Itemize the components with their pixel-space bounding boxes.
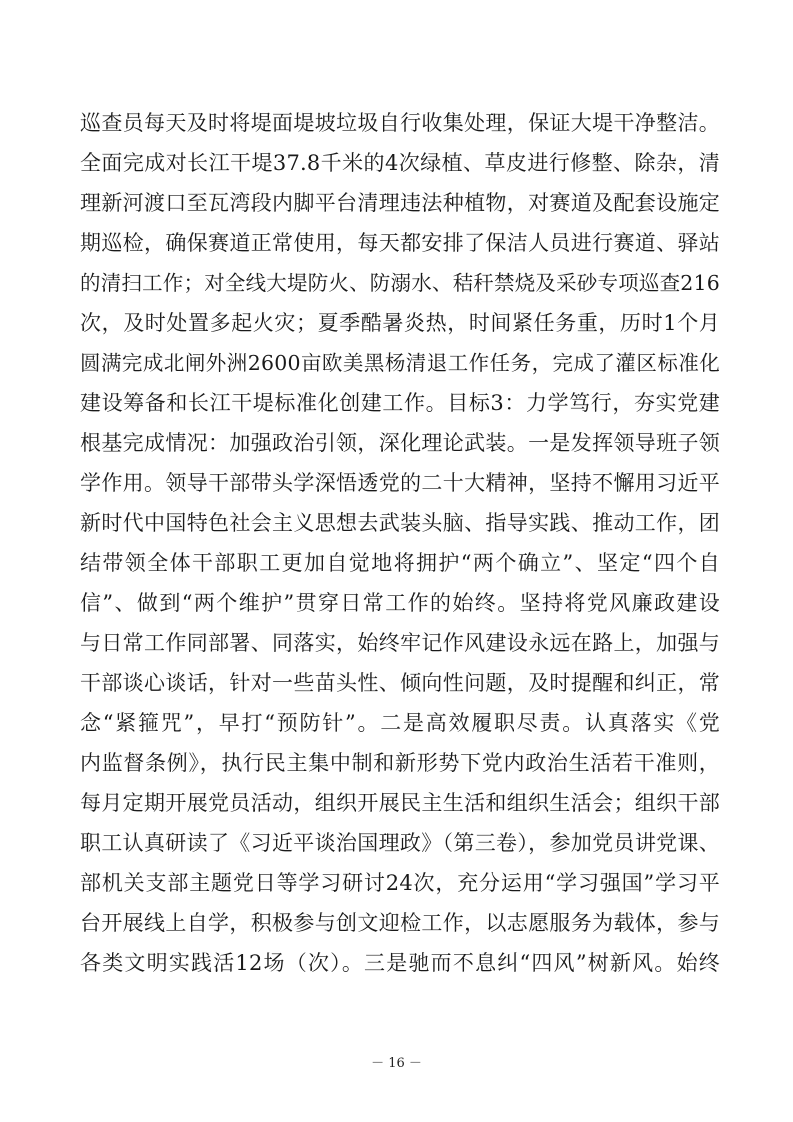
- body-text: [80, 103, 720, 983]
- page-number: － 16 －: [371, 1056, 422, 1071]
- text-line: 期巡检，确保赛道正常使用，每天都安排了保洁人员进行赛道、驿站: [80, 231, 720, 255]
- text-line: 学作用。领导干部带头学深悟透党的二十大精神，坚持不懈用习近平: [80, 471, 720, 495]
- text-line: 建设筹备和长江干堤标准化创建工作。目标3：力学笃行，夯实党建: [80, 391, 720, 415]
- text-line: 的清扫工作；对全线大堤防火、防溺水、秸秆禁烧及采砂专项巡查216: [80, 271, 721, 295]
- text-line: 与日常工作同部署、同落实，始终牢记作风建设永远在路上，加强与: [80, 631, 720, 655]
- text-line: 根基完成情况：加强政治引领，深化理论武装。一是发挥领导班子领: [80, 431, 720, 455]
- text-line: 结带领全体干部职工更加自觉地将拥护“两个确立”、坚定“四个自: [80, 551, 720, 575]
- text-line: 念“紧箍咒”，早打“预防针”。二是高效履职尽责。认真落实《党: [80, 711, 720, 735]
- text-line: 新时代中国特色社会主义思想去武装头脑、指导实践、推动工作，团: [80, 511, 720, 535]
- text-line: 部机关支部主题党日等学习研讨24次，充分运用“学习强国”学习平: [80, 871, 720, 895]
- text-line: 干部谈心谈话，针对一些苗头性、倾向性问题，及时提醒和纠正，常: [80, 671, 720, 695]
- text-line: 理新河渡口至瓦湾段内脚平台清理违法种植物，对赛道及配套设施定: [80, 191, 720, 215]
- text-line: 每月定期开展党员活动，组织开展民主生活和组织生活会；组织干部: [80, 791, 720, 815]
- text-line: 各类文明实践活12场（次）。三是驰而不息纠“四风”树新风。始终: [80, 951, 720, 975]
- text-line: 内监督条例》，执行民主集中制和新形势下党内政治生活若干准则，: [80, 751, 720, 775]
- text-line: 信”、做到“两个维护”贯穿日常工作的始终。坚持将党风廉政建设: [80, 591, 720, 615]
- text-line: 次，及时处置多起火灾；夏季酷暑炎热，时间紧任务重，历时1个月: [80, 311, 720, 335]
- text-line: 全面完成对长江干堤37.8千米的4次绿植、草皮进行修整、除杂，清: [80, 151, 720, 175]
- text-line: 圆满完成北闸外洲2600亩欧美黑杨清退工作任务，完成了灌区标准化: [80, 351, 720, 375]
- text-line: 台开展线上自学，积极参与创文迎检工作，以志愿服务为载体，参与: [80, 911, 720, 935]
- text-line: 巡查员每天及时将堤面堤坡垃圾自行收集处理，保证大堤干净整洁。: [80, 111, 720, 135]
- text-line: 职工认真研读了《习近平谈治国理政》（第三卷），参加党员讲党课、: [80, 831, 720, 855]
